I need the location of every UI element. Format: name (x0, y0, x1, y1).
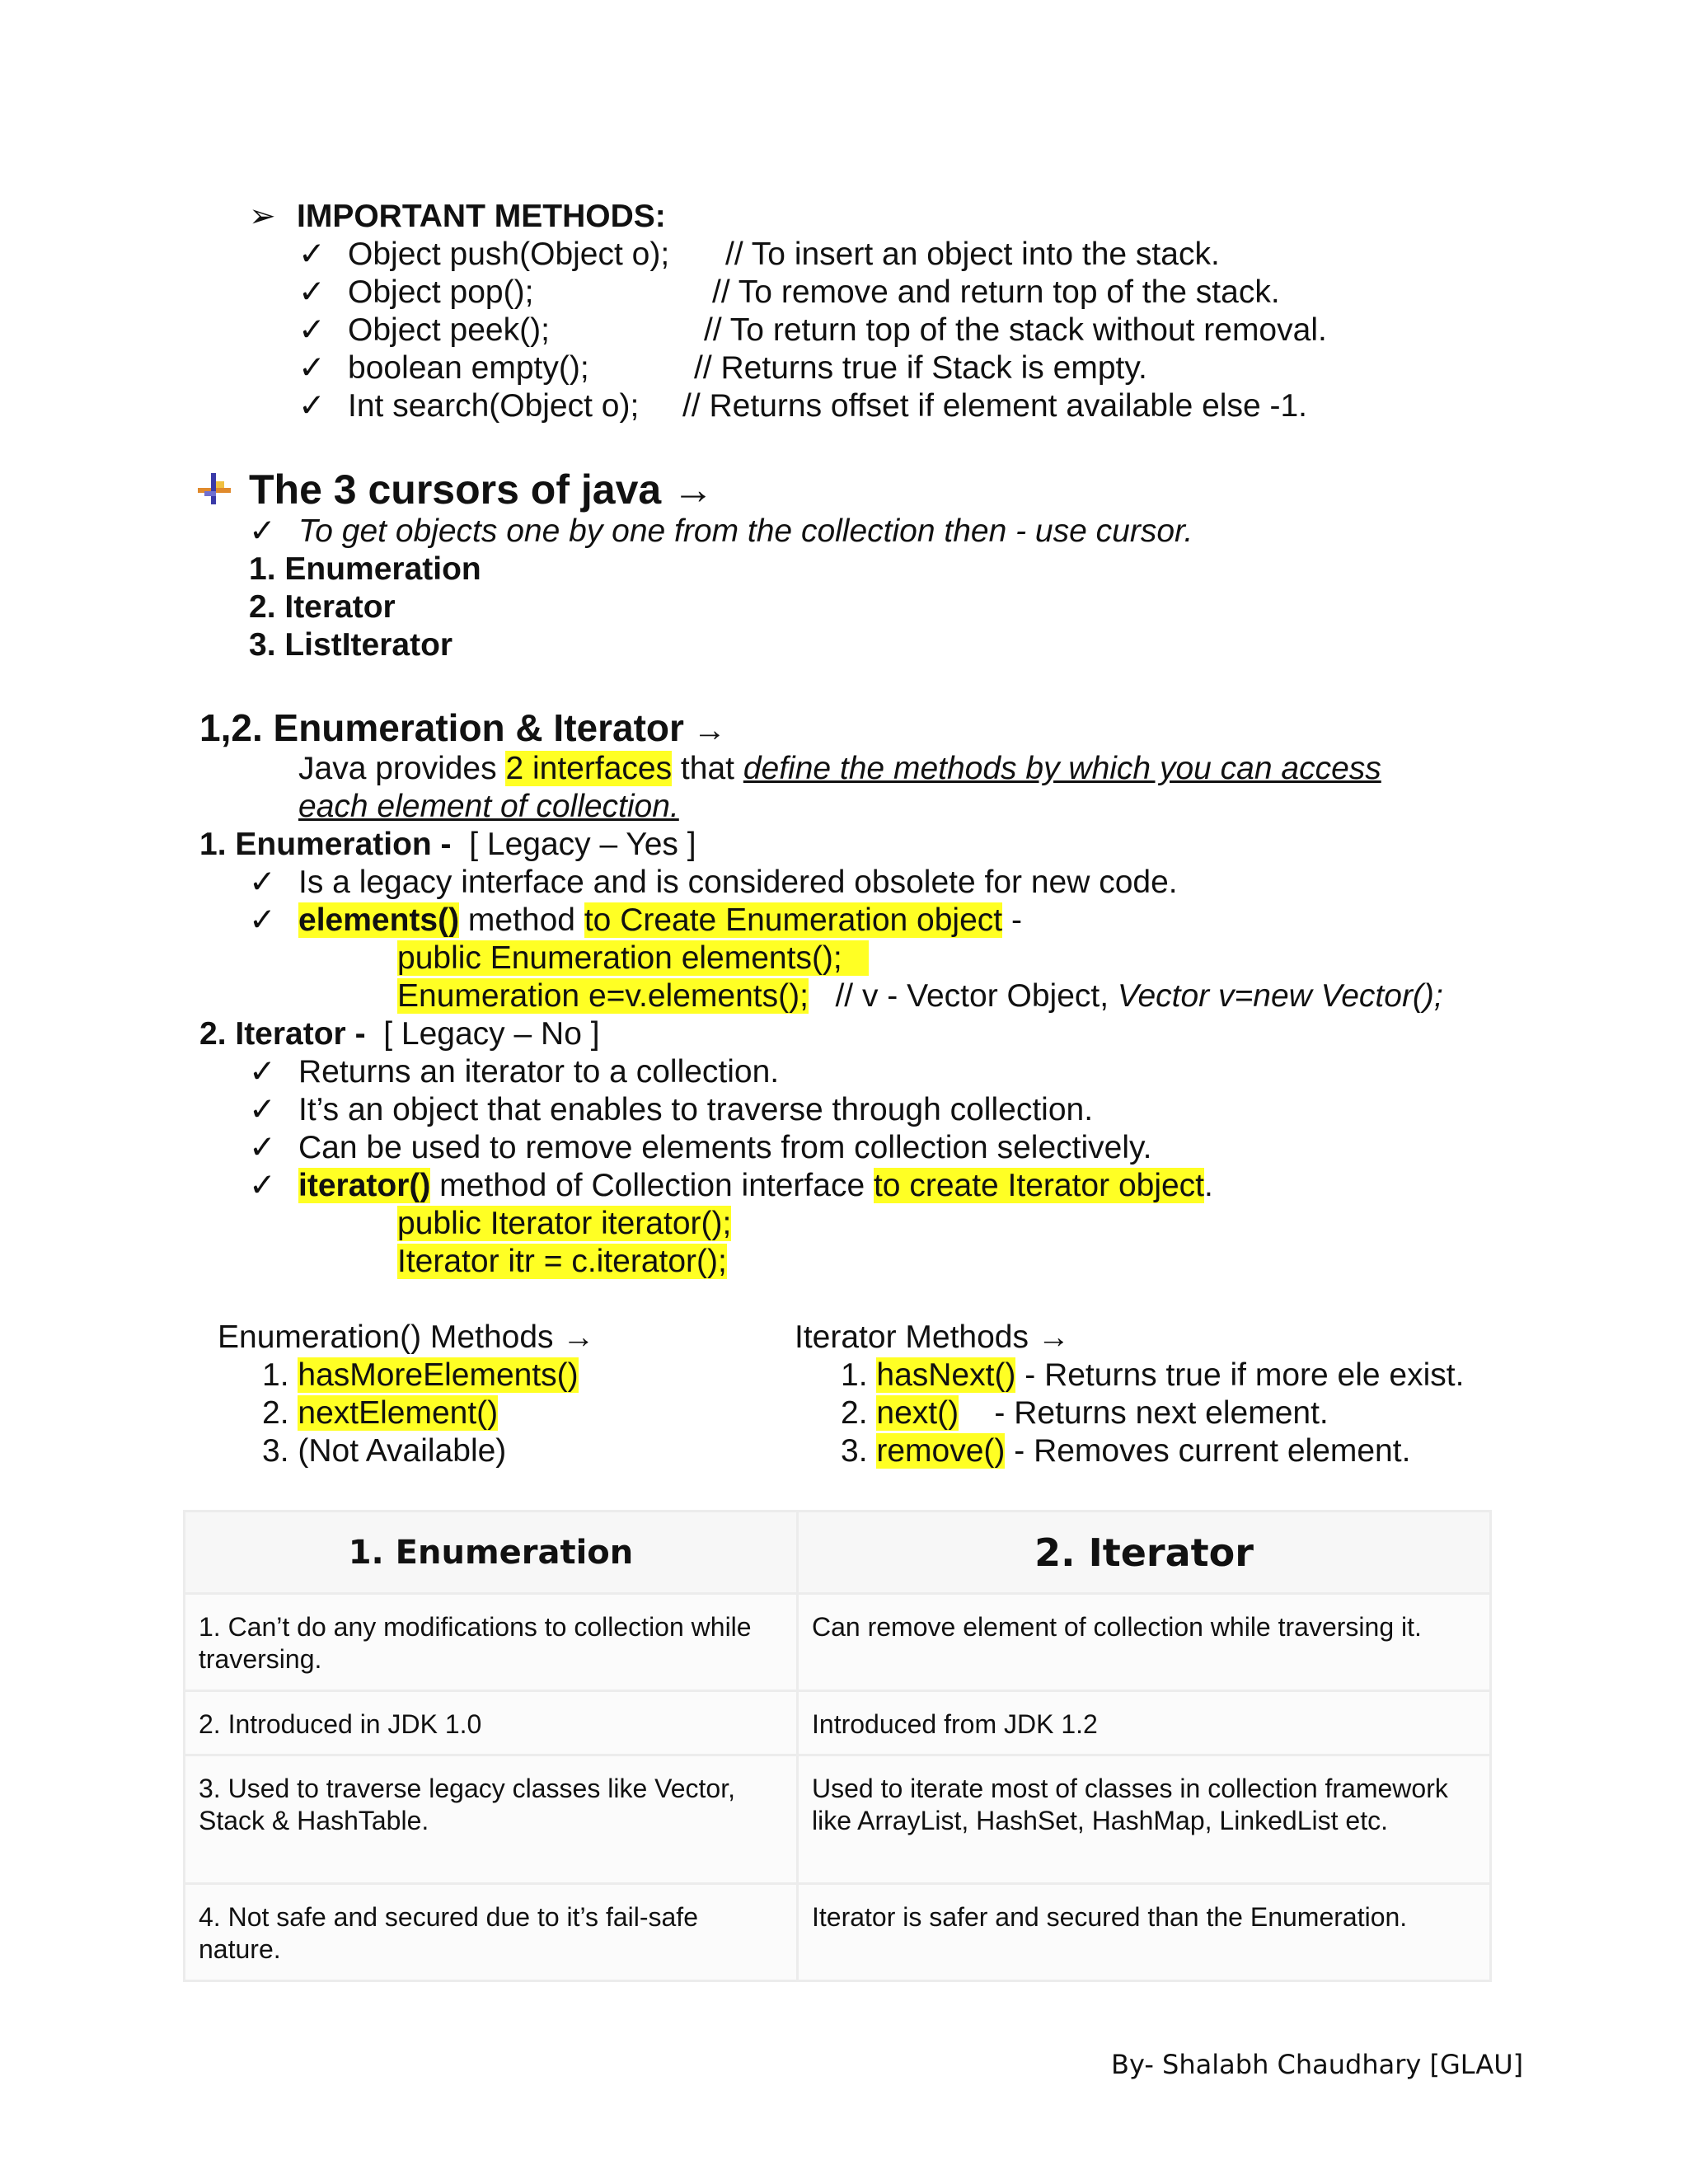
enum-iter-intro-line2: each element of collection. (298, 789, 679, 824)
arrow-right-icon: → (1037, 1319, 1070, 1355)
methods-heading: ➢ IMPORTANT METHODS: (249, 199, 666, 234)
cursors-title: The 3 cursors of java → (249, 466, 715, 513)
enum-iter-title: 1,2. Enumeration & Iterator → (199, 706, 727, 749)
iterator-point: ✓ iterator() method of Collection interface to create Iterator object. (249, 1168, 1213, 1203)
iter-method-item: 1. hasNext() - Returns true if more ele exist. (841, 1357, 1465, 1393)
table-cell: Iterator is safer and secured than the Enumeration. (798, 1884, 1491, 1981)
enumeration-heading: 1. Enumeration - [ Legacy – Yes ] (199, 827, 696, 862)
iterator-code-line: public Iterator iterator(); (397, 1206, 732, 1241)
table-cell: 3. Used to traverse legacy classes like Vector, Stack & HashTable. (185, 1755, 798, 1884)
iterator-point: ✓ It’s an object that enables to traverse through collection. (249, 1092, 1094, 1127)
check-icon: ✓ (249, 865, 276, 900)
arrow-right-icon: → (562, 1319, 595, 1355)
method-comment: // Returns true if Stack is empty. (694, 350, 1147, 386)
method-row: ✓ Object peek(); (298, 312, 550, 348)
table-cell: Introduced from JDK 1.2 (798, 1691, 1491, 1755)
table-row (185, 1594, 1491, 1691)
check-icon: ✓ (249, 1168, 276, 1203)
arrow-right-icon: → (683, 712, 727, 748)
check-icon: ✓ (249, 1054, 276, 1090)
table-cell: Can remove element of collection while traversing it. (798, 1594, 1491, 1691)
table-cell: Used to iterate most of classes in collection framework like ArrayList, HashSet, HashMap, LinkedList etc. (798, 1755, 1491, 1884)
check-icon: ✓ (298, 312, 326, 348)
method-comment: // Returns offset if element available else -1. (682, 388, 1308, 424)
cursors-note: ✓ To get objects one by one from the collection then - use cursor. (249, 513, 1193, 549)
iterator-point: ✓ Can be used to remove elements from collection selectively. (249, 1130, 1152, 1165)
check-icon: ✓ (249, 902, 276, 938)
table-row (185, 1755, 1491, 1884)
table-cell: 2. Introduced in JDK 1.0 (185, 1691, 798, 1755)
cursor-list-item: 2. Iterator (249, 589, 396, 625)
cursor-list-item: 1. Enumeration (249, 551, 481, 587)
enum-method-item: 2. nextElement() (262, 1395, 499, 1431)
iterator-point: ✓ Returns an iterator to a collection. (249, 1054, 780, 1090)
enum-method-item: 1. hasMoreElements() (262, 1357, 579, 1393)
table-cell: 1. Can’t do any modifications to collection while traversing. (185, 1594, 798, 1691)
table-header-row (185, 1511, 1491, 1594)
method-row: ✓ boolean empty(); (298, 350, 589, 386)
method-comment: // To return top of the stack without removal. (704, 312, 1327, 348)
cross-bullet-icon (198, 471, 231, 504)
check-icon: ✓ (249, 513, 276, 549)
cursor-list-item: 3. ListIterator (249, 627, 453, 663)
check-icon: ✓ (298, 237, 326, 272)
check-icon: ✓ (298, 350, 326, 386)
method-comment: // To remove and return top of the stack. (712, 274, 1280, 310)
check-icon: ✓ (298, 388, 326, 424)
check-icon: ✓ (298, 274, 326, 310)
table-cell-text: 4. Not safe and secured due to it’s fail-safe nature. (199, 1902, 698, 1964)
iterator-heading: 2. Iterator - [ Legacy – No ] (199, 1016, 600, 1052)
method-comment: // To insert an object into the stack. (725, 237, 1220, 272)
arrow-right-icon: → (673, 466, 715, 513)
method-row: ✓ Object pop(); (298, 274, 534, 310)
iterator-code-line: Iterator itr = c.iterator(); (397, 1244, 727, 1279)
table-row (185, 1691, 1491, 1755)
table-row (185, 1884, 1491, 1981)
check-icon: ✓ (249, 1092, 276, 1127)
method-row: ✓ Object push(Object o); (298, 237, 670, 272)
enumeration-point: ✓ elements() method to Create Enumeration object - (249, 902, 1022, 938)
iter-method-item: 2. next() - Returns next element. (841, 1395, 1329, 1431)
author-signature: By- Shalabh Chaudhary [GLAU] (1111, 2049, 1524, 2080)
enum-methods-title: Enumeration() Methods → (218, 1319, 595, 1355)
table-header-enumeration: 1. Enumeration (185, 1511, 798, 1594)
enum-iter-intro: Java provides 2 interfaces that define the methods by which you can access (298, 751, 1381, 786)
enumeration-point: ✓ Is a legacy interface and is considered obsolete for new code. (249, 865, 1178, 900)
comparison-table (183, 1510, 1492, 1982)
enumeration-code-line: public Enumeration elements(); (397, 940, 869, 977)
enumeration-code-line: Enumeration e=v.elements(); // v - Vector Object, Vector v=new Vector(); (397, 978, 1443, 1014)
table-header-iterator: 2. Iterator (798, 1511, 1491, 1594)
table-cell (185, 1884, 798, 1981)
iter-method-item: 3. remove() - Removes current element. (841, 1433, 1411, 1469)
method-row: ✓ Int search(Object o); (298, 388, 640, 424)
check-icon: ✓ (249, 1130, 276, 1165)
iter-methods-title: Iterator Methods → (795, 1319, 1070, 1355)
arrowhead-bullet-icon: ➢ (249, 199, 276, 234)
enum-method-item: 3. (Not Available) (262, 1433, 507, 1469)
